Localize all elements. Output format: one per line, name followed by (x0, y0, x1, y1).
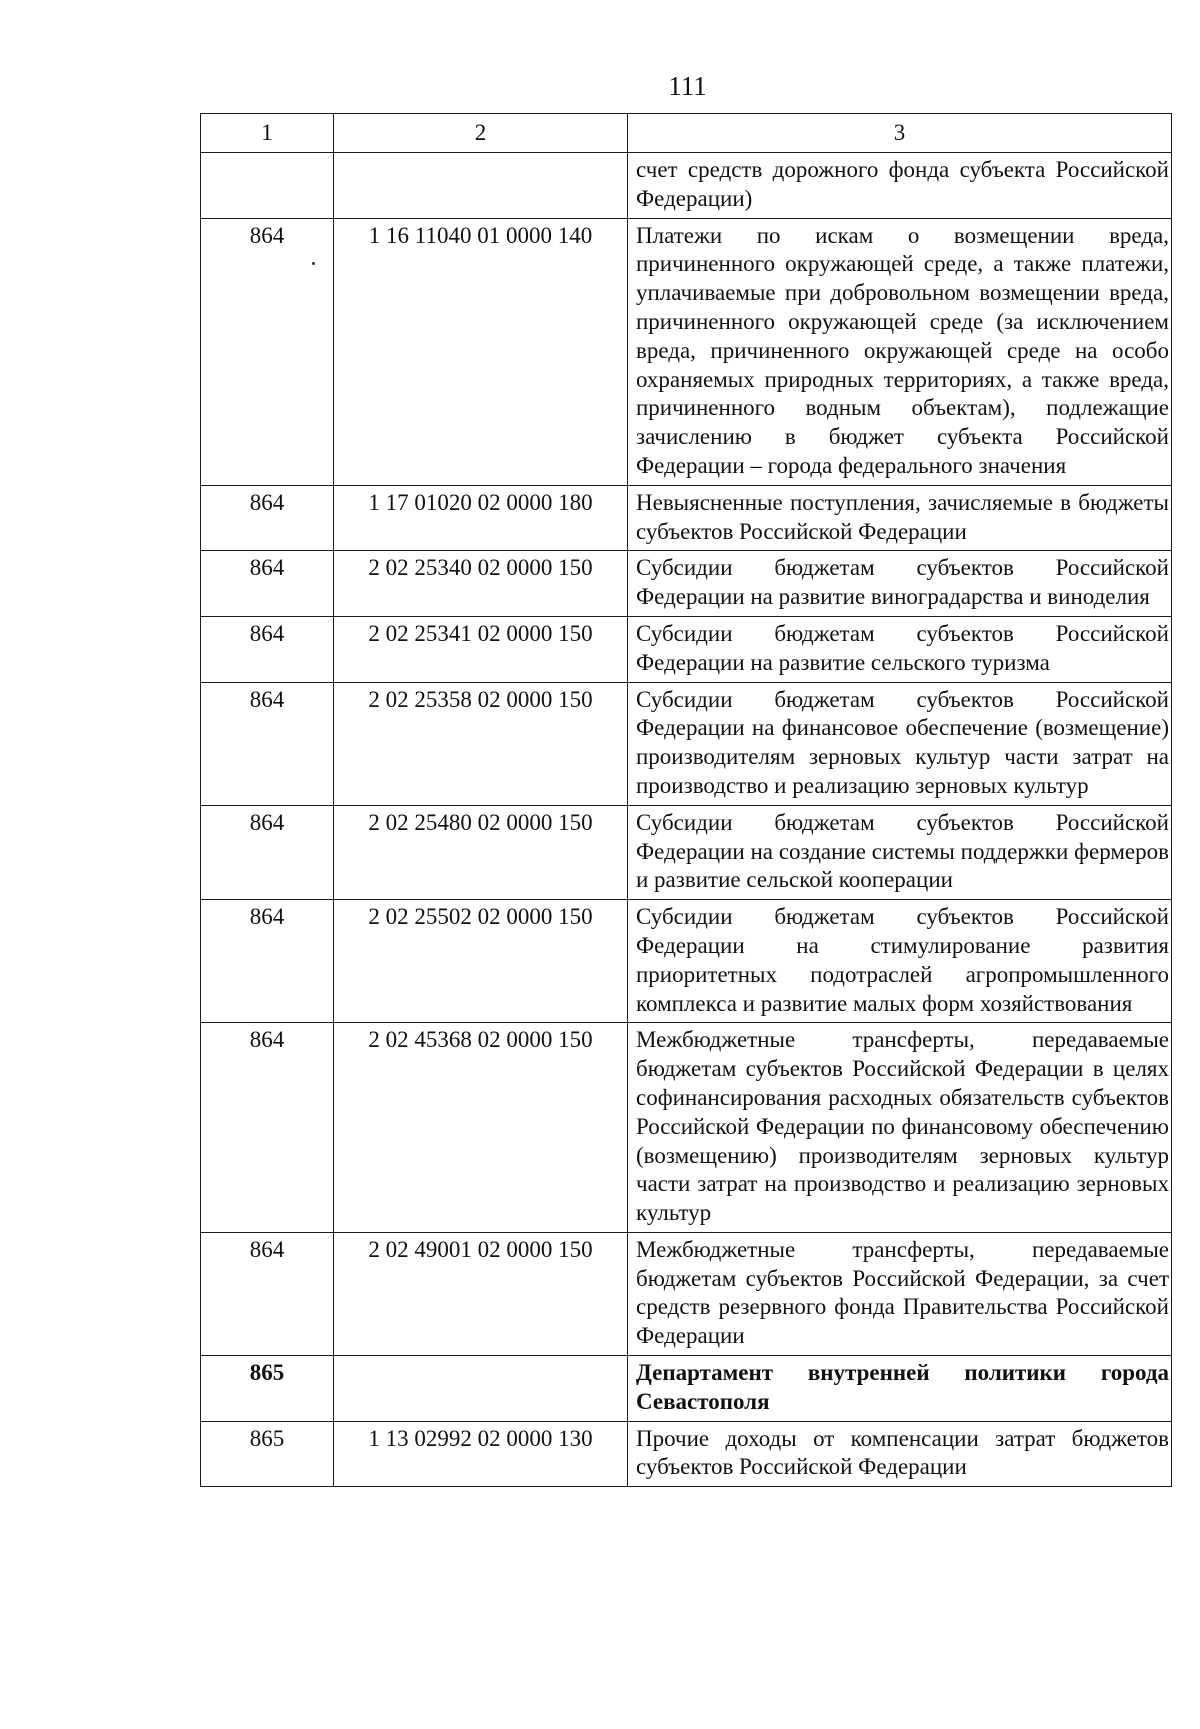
description-cell: Межбюджетные трансферты, передаваемые бюджетам субъектов Российской Федерации в целях софинансирования расходных обязательств субъектов Российской Федерации по финансовому обеспечению (возмещению) производителям зерновых культур части затрат на производство и реализацию зерновых культур (628, 1023, 1172, 1233)
header-col-3: 3 (628, 114, 1172, 153)
admin-code-cell: 865 (201, 1421, 334, 1487)
table-row (201, 1232, 1172, 1355)
budget-code-cell: 2 02 25480 02 0000 150 (334, 805, 628, 899)
table-row (201, 551, 1172, 617)
table-body (201, 153, 1172, 1487)
budget-code-cell: 2 02 25341 02 0000 150 (334, 616, 628, 682)
budget-code-cell: 2 02 25358 02 0000 150 (334, 682, 628, 805)
table-row (201, 900, 1172, 1023)
description-cell: Субсидии бюджетам субъектов Российской Федерации на создание системы поддержки фермеров и развитие сельской кооперации (628, 805, 1172, 899)
table-row (201, 218, 1172, 485)
budget-code-cell: 2 02 25502 02 0000 150 (334, 900, 628, 1023)
admin-code-cell: 865 (201, 1356, 334, 1422)
description-cell: счет средств дорожного фонда субъекта Российской Федерации) (628, 153, 1172, 219)
table-header-row (201, 114, 1172, 153)
budget-code-cell (334, 153, 628, 219)
description-cell: Межбюджетные трансферты, передаваемые бюджетам субъектов Российской Федерации, за счет средств резервного фонда Правительства Российской Федерации (628, 1232, 1172, 1355)
admin-code-cell: 864 (201, 805, 334, 899)
description-cell: Платежи по искам о возмещении вреда, причиненного окружающей среде, а также платежи, уплачиваемые при добровольном возмещении вреда, причиненного окружающей среде (за исключением вреда, причиненного окружающей среде на особо охраняемых природных территориях, а также вреда, причиненного водным объектам), подлежащие зачислению в бюджет субъекта Российской Федерации – города федерального значения (628, 218, 1172, 485)
page-number: 111 (668, 71, 707, 101)
description-cell: Субсидии бюджетам субъектов Российской Федерации на финансовое обеспечение (возмещение) производителям зерновых культур части затрат на производство и реализацию зерновых культур (628, 682, 1172, 805)
admin-code-cell: 864 (201, 682, 334, 805)
description-cell: Прочие доходы от компенсации затрат бюджетов субъектов Российской Федерации (628, 1421, 1172, 1487)
table-row (201, 682, 1172, 805)
header-col-2: 2 (334, 114, 628, 153)
admin-code-cell: 864 (201, 485, 334, 551)
header-col-1: 1 (201, 114, 334, 153)
revenue-codes-table (200, 113, 1172, 1487)
scan-artifact-dot (312, 262, 315, 265)
description-cell: Департамент внутренней политики города Севастополя (628, 1356, 1172, 1422)
description-cell: Субсидии бюджетам субъектов Российской Федерации на развитие сельского туризма (628, 616, 1172, 682)
table-row (201, 805, 1172, 899)
admin-code-cell: 864 (201, 551, 334, 617)
admin-code-cell: 864 (201, 900, 334, 1023)
admin-code-cell: 864 (201, 1023, 334, 1233)
budget-code-cell: 2 02 25340 02 0000 150 (334, 551, 628, 617)
description-cell: Субсидии бюджетам субъектов Российской Федерации на стимулирование развития приоритетных подотраслей агропромышленного комплекса и развитие малых форм хозяйствования (628, 900, 1172, 1023)
description-cell: Невыясненные поступления, зачисляемые в бюджеты субъектов Российской Федерации (628, 485, 1172, 551)
description-cell: Субсидии бюджетам субъектов Российской Федерации на развитие виноградарства и виноделия (628, 551, 1172, 617)
table-row (201, 153, 1172, 219)
budget-code-cell (334, 1356, 628, 1422)
admin-code-cell: 864 (201, 616, 334, 682)
table-row (201, 1421, 1172, 1487)
budget-code-cell: 2 02 49001 02 0000 150 (334, 1232, 628, 1355)
table-row (201, 485, 1172, 551)
admin-code-cell: 864 (201, 1232, 334, 1355)
budget-code-cell: 1 16 11040 01 0000 140 (334, 218, 628, 485)
admin-code-cell (201, 153, 334, 219)
table-row (201, 1356, 1172, 1422)
table-row (201, 1023, 1172, 1233)
budget-code-cell: 1 13 02992 02 0000 130 (334, 1421, 628, 1487)
table-row (201, 616, 1172, 682)
admin-code-cell: 864 (201, 218, 334, 485)
budget-code-cell: 1 17 01020 02 0000 180 (334, 485, 628, 551)
budget-code-cell: 2 02 45368 02 0000 150 (334, 1023, 628, 1233)
